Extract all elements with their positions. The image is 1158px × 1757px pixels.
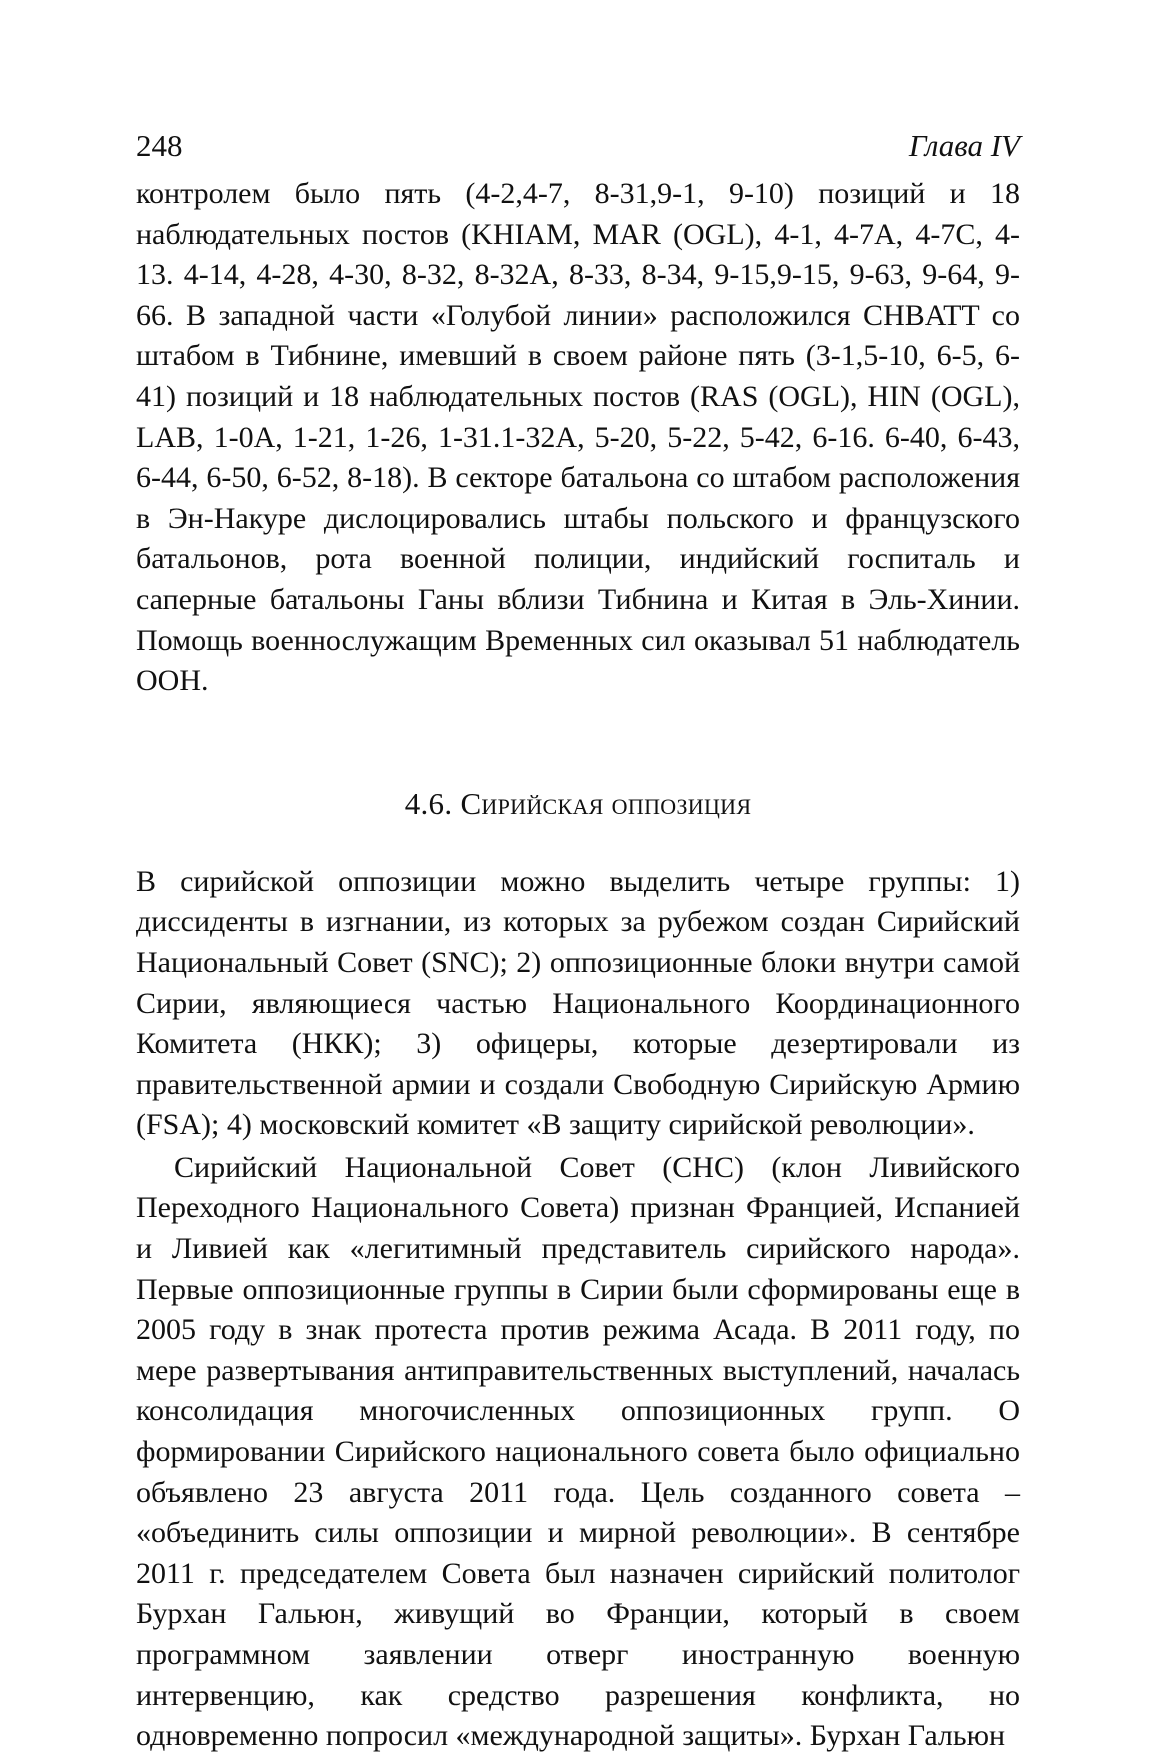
chapter-label: Глава IV [908, 128, 1020, 163]
section-paragraph: В сирийской оппозиции можно выделить четыре группы: 1) диссиденты в изгнании, из которых за рубежом создан Сирийский Национальный Совет (SNC); 2) оппозиционные блоки внутри самой Сирии, являющиеся частью Национального Координационного Комитета (НКК); 3) офицеры, которые дезертировали из правительственной армии и создали Свободную Сирийскую Армию (FSA); 4) московский комитет «В защиту сирийской революции». [136, 864, 1020, 1142]
book-page [136, 118, 1020, 1757]
section-heading: 4.6. Сирийская оппозиция [404, 785, 752, 821]
running-header [136, 118, 1020, 174]
page-number: 248 [136, 128, 183, 163]
section-paragraph: Сирийский Национальной Совет (СНС) (клон Ливийского Переходного Национального Совета) признан Францией, Испанией и Ливией как «легитимный представитель сирийского народа». Первые оппозиционные группы в Сирии были сформированы еще в 2005 году в знак протеста против режима Асада. В 2011 году, по мере развертывания антиправительственных выступлений, началась консолидация многочисленных оппозиционных групп. О формировании Сирийского национального совета было официально объявлено 23 августа 2011 года. Цель созданного совета – «объединить силы оппозиции и мирной революции». В сентябре 2011 г. председателем Совета был назначен сирийский политолог Бурхан Гальюн, живущий во Франции, который в своем программном заявлении отверг иностранную военную интервенцию, как средство разрешения конфликта, но одновременно попросил «международной защиты». Бурхан Гальюн [136, 1150, 1020, 1753]
continued-paragraph: контролем было пять (4-2,4-7, 8-31,9-1, 9-10) позиций и 18 наблюдательных постов (KHIAM, MAR (OGL), 4-1, 4-7A, 4-7C, 4-13. 4-14, 4-28, 4-30, 8-32, 8-32A, 8-33, 8-34, 9-15,9-15, 9-63, 9-64, 9-66. В западной части «Голубой линии» расположился CHBATT со штабом в Тибнине, имевший в своем районе пять (3-1,5-10, 6-5, 6-41) позиций и 18 наблюдательных постов (RAS (OGL), HIN (OGL), LAB, 1-0A, 1-21, 1-26, 1-31.1-32A, 5-20, 5-22, 5-42, 6-16. 6-40, 6-43, 6-44, 6-50, 6-52, 8-18). В секторе батальона со штабом расположения в Эн-Накуре дислоцировались штабы польского и французского батальонов, рота военной полиции, индийский госпиталь и саперные батальоны Ганы вблизи Тибнина и Китая в Эль-Хинии. Помощь военнослужащим Временных сил оказывал 51 наблюдатель ООН. [136, 177, 1020, 698]
